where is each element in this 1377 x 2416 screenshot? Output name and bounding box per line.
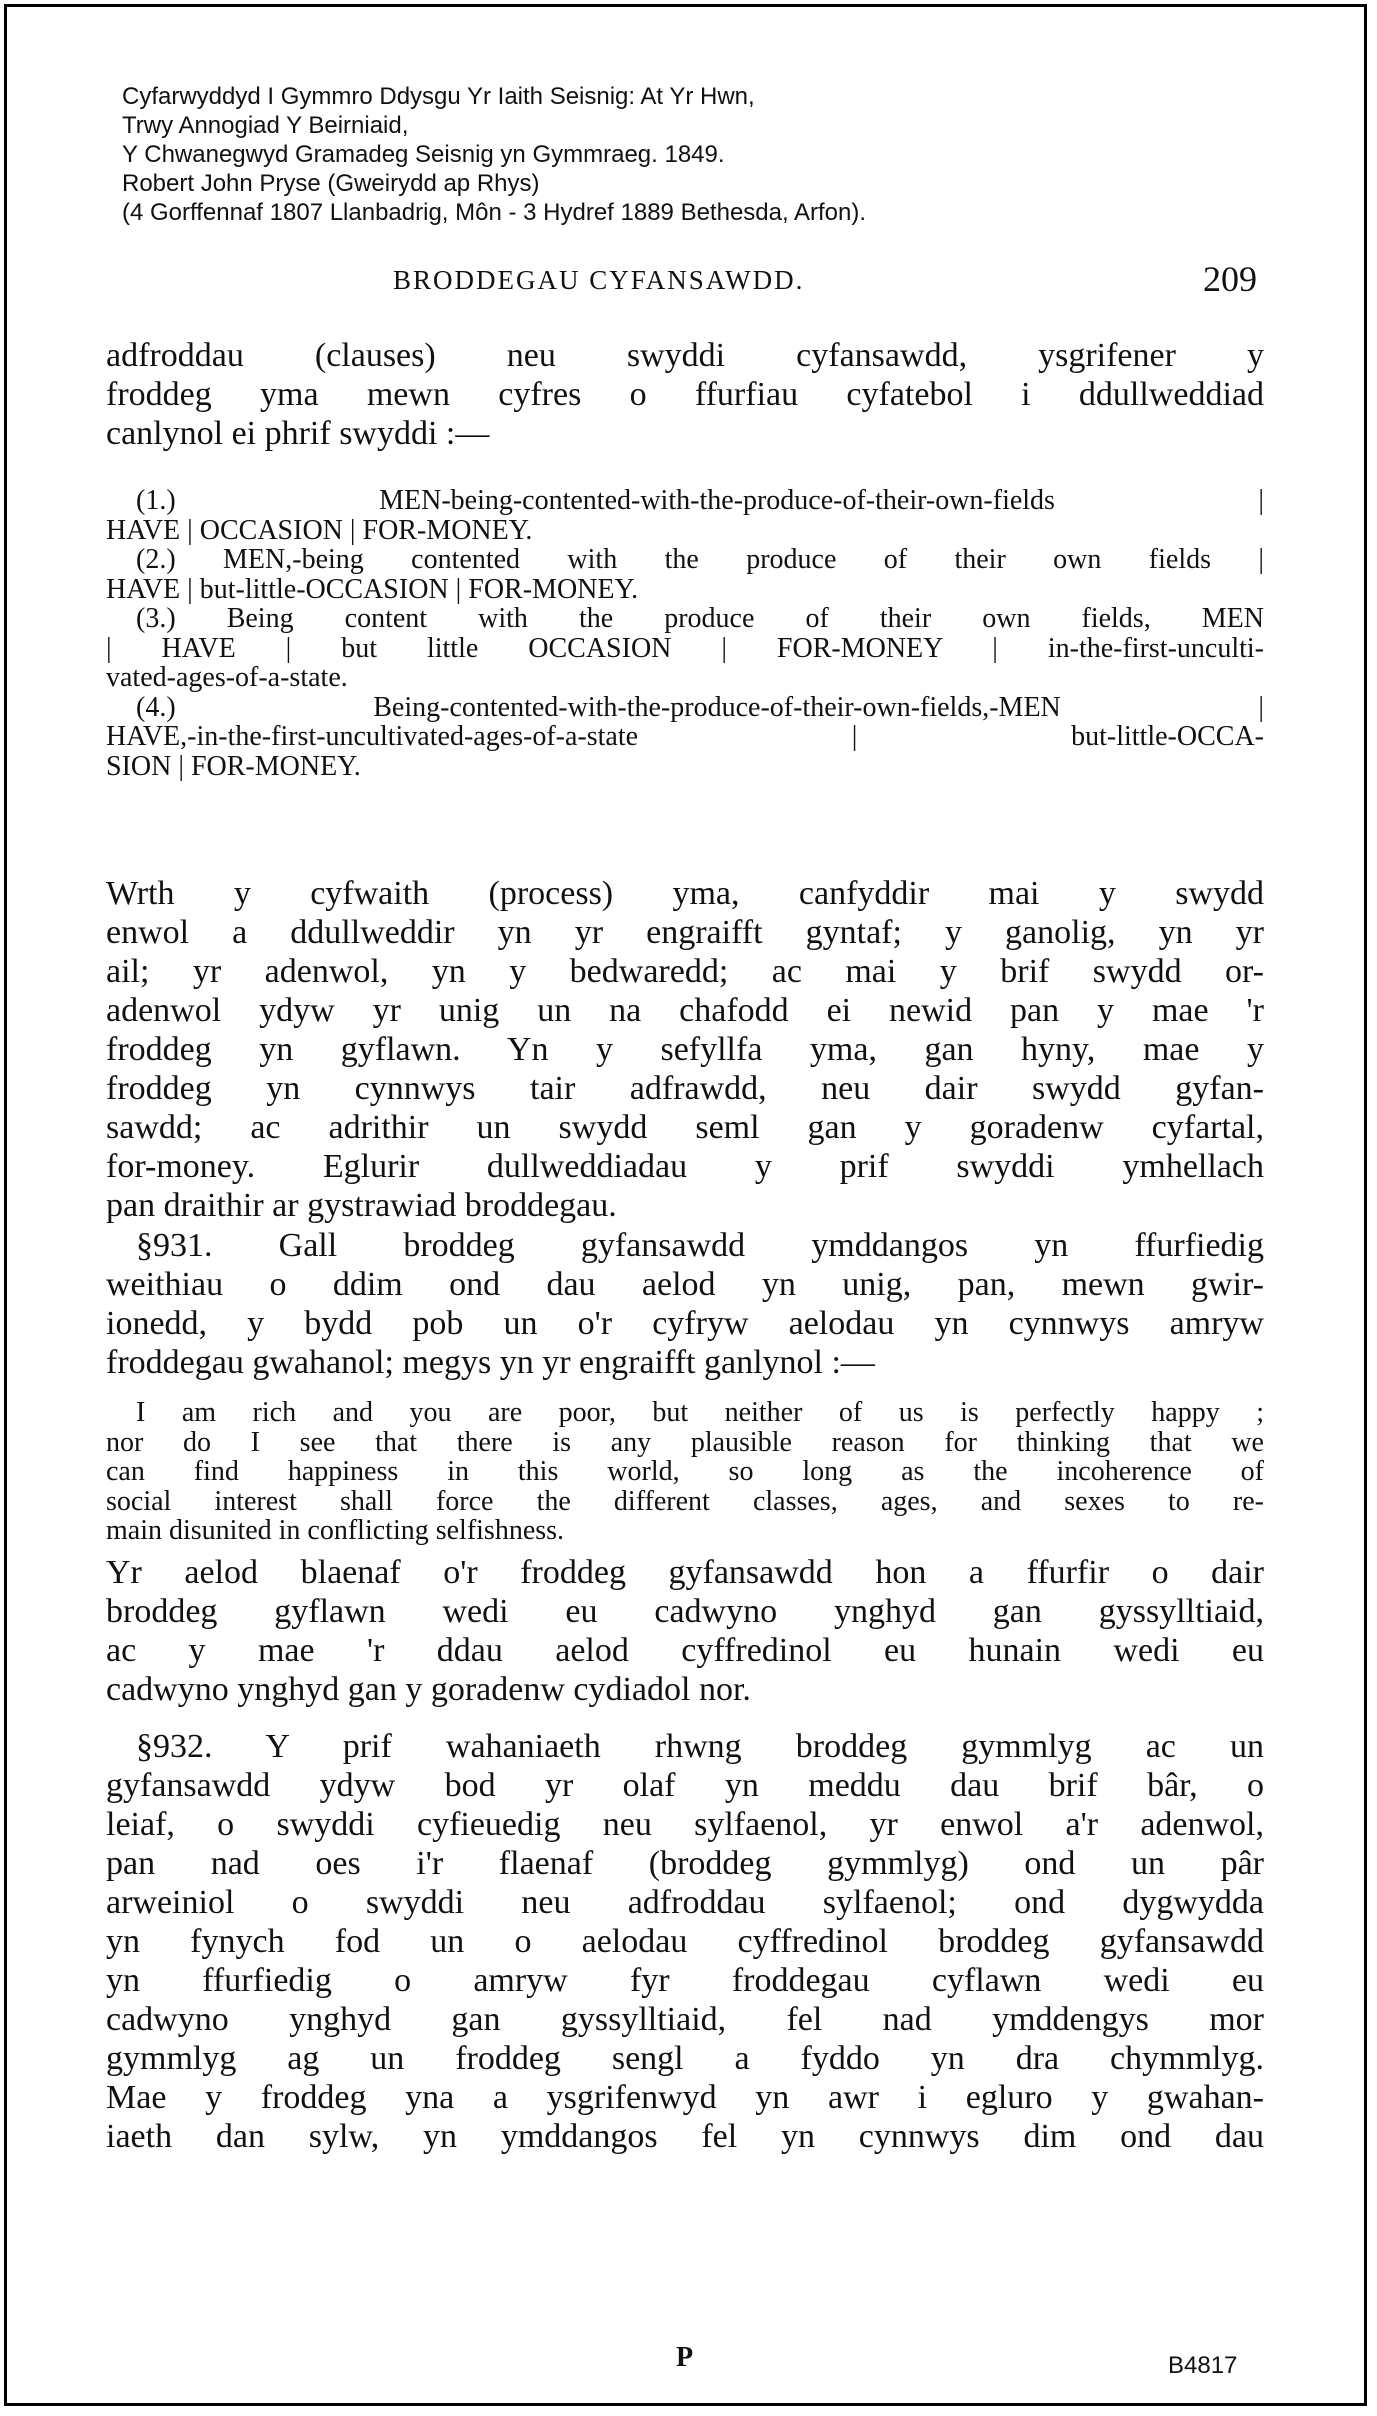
text-line: yn ffurfiedig o amryw fyr froddegau cyflawn wedi eu [106, 1962, 1264, 1999]
quote-line: nor do I see that there is any plausible reason for thinking that we [106, 1426, 1264, 1458]
text-line: §931. Gall broddeg gyfansawdd ymddangos yn ffurfiedig [136, 1227, 1264, 1264]
header-line: Y Chwanegwyd Gramadeg Seisnig yn Gymmraeg. 1849. [122, 141, 725, 168]
example-line: (1.) MEN-being-contented-with-the-produce-of-their-own-fields | [136, 485, 1264, 516]
header-line: Robert John Pryse (Gweirydd ap Rhys) [122, 170, 540, 197]
text-line: for-money. Eglurir dullweddiadau y prif swyddi ymhellach [106, 1148, 1264, 1185]
quote-line: I am rich and you are poor, but neither of us is perfectly happy ; [136, 1397, 1264, 1428]
text-line: pan draithir ar gystrawiad broddegau. [106, 1187, 617, 1224]
quotation-block [106, 1398, 1264, 1546]
text-line: ail; yr adenwol, yn y bedwaredd; ac mai y brif swydd or- [106, 953, 1264, 990]
text-line: canlynol ei phrif swyddi :— [106, 415, 490, 452]
text-line: gyfansawdd ydyw bod yr olaf yn meddu dau brif bâr, o [106, 1767, 1264, 1804]
example-line: (4.) Being-contented-with-the-produce-of-their-own-fields,-MEN | [136, 691, 1264, 723]
example-line: HAVE,-in-the-first-uncultivated-ages-of-a-state | but-little-OCCA- [106, 721, 1264, 752]
section-931 [106, 1226, 1264, 1382]
text-line: enwol a ddullweddir yn yr engraifft gyntaf; y ganolig, yn yr [106, 914, 1264, 951]
text-line: cadwyno ynghyd gan gyssylltiaid, fel nad ymddengys mor [106, 2001, 1264, 2038]
example-line: (2.) MEN,-being contented with the produce of their own fields | [136, 544, 1264, 575]
header-line: (4 Gorffennaf 1807 Llanbadrig, Môn - 3 Hydref 1889 Bethesda, Arfon). [122, 199, 867, 226]
text-line: broddeg gyflawn wedi eu cadwyno ynghyd gan gyssylltiaid, [106, 1593, 1264, 1630]
text-line: iaeth dan sylw, yn ymddangos fel yn cynnwys dim ond dau [106, 2118, 1264, 2155]
text-line: leiaf, o swyddi cyfieuedig neu sylfaenol, yr enwol a'r adenwol, [106, 1806, 1264, 1843]
text-line: adenwol ydyw yr unig un na chafodd ei newid pan y mae 'r [106, 992, 1264, 1029]
text-line: Wrth y cyfwaith (process) yma, canfyddir mai y swydd [106, 875, 1264, 912]
text-line: froddeg yn gyflawn. Yn y sefyllfa yma, gan hyny, mae y [106, 1031, 1264, 1068]
text-line: pan nad oes i'r flaenaf (broddeg gymmlyg) ond un pâr [106, 1845, 1264, 1882]
catalogue-header [122, 82, 866, 227]
text-line: sawdd; ac adrithir un swydd seml gan y goradenw cyfartal, [106, 1109, 1264, 1146]
catalogue-number: B4817 [1168, 2352, 1238, 2379]
example-line: HAVE | but-little-OCCASION | FOR-MONEY. [106, 573, 639, 605]
signature-mark: P [676, 2342, 694, 2373]
paragraph-intro [106, 336, 1264, 453]
text-line: §932. Y prif wahaniaeth rhwng broddeg gymmlyg ac un [136, 1728, 1264, 1765]
example-line: vated-ages-of-a-state. [106, 662, 348, 693]
text-line: arweiniol o swyddi neu adfroddau sylfaenol; ond dygwydda [106, 1884, 1264, 1921]
quote-line: can find happiness in this world, so long as the incoherence of [106, 1456, 1264, 1487]
section-932 [106, 1727, 1264, 2156]
example-line: HAVE | OCCASION | FOR-MONEY. [106, 514, 533, 546]
examples-block [106, 486, 1264, 781]
text-line: ac y mae 'r ddau aelod cyffredinol eu hunain wedi eu [106, 1632, 1264, 1669]
example-line: SION | FOR-MONEY. [106, 750, 361, 782]
text-line: ionedd, y bydd pob un o'r cyfryw aelodau yn cynnwys amryw [106, 1305, 1264, 1342]
text-line: froddegau gwahanol; megys yn yr engraifft ganlynol :— [106, 1344, 875, 1381]
header-line: Trwy Annogiad Y Beirniaid, [122, 112, 409, 139]
quote-line: social interest shall force the different classes, ages, and sexes to re- [106, 1485, 1264, 1517]
text-line: yn fynych fod un o aelodau cyffredinol broddeg gyfansawdd [106, 1923, 1264, 1960]
paragraph-process [106, 874, 1264, 1225]
text-line: cadwyno ynghyd gan y goradenw cydiadol nor. [106, 1671, 751, 1708]
example-line: (3.) Being content with the produce of their own fields, MEN [136, 603, 1264, 634]
quote-line: main disunited in conflicting selfishness. [106, 1515, 565, 1546]
text-line: gymmlyg ag un froddeg sengl a fyddo yn dra chymmlyg. [106, 2040, 1264, 2077]
text-line: froddeg yn cynnwys tair adfrawdd, neu dair swydd gyfan- [106, 1070, 1264, 1107]
text-line: weithiau o ddim ond dau aelod yn unig, pan, mewn gwir- [106, 1266, 1264, 1303]
text-line: froddeg yma mewn cyfres o ffurfiau cyfatebol i ddullweddiad [106, 376, 1264, 413]
text-line: Yr aelod blaenaf o'r froddeg gyfansawdd hon a ffurfir o dair [106, 1554, 1264, 1591]
text-line: adfroddau (clauses) neu swyddi cyfansawdd, ysgrifener y [106, 337, 1264, 374]
page-number: 209 [1203, 259, 1257, 299]
example-line: | HAVE | but little OCCASION | FOR-MONEY | in-the-first-unculti- [106, 632, 1264, 664]
text-line: Mae y froddeg yna a ysgrifenwyd yn awr i egluro y gwahan- [106, 2079, 1264, 2116]
running-head: BRODDEGAU CYFANSAWDD. [393, 265, 805, 295]
paragraph-analysis [106, 1553, 1264, 1709]
header-line: Cyfarwyddyd I Gymmro Ddysgu Yr Iaith Seisnig: At Yr Hwn, [122, 83, 755, 110]
